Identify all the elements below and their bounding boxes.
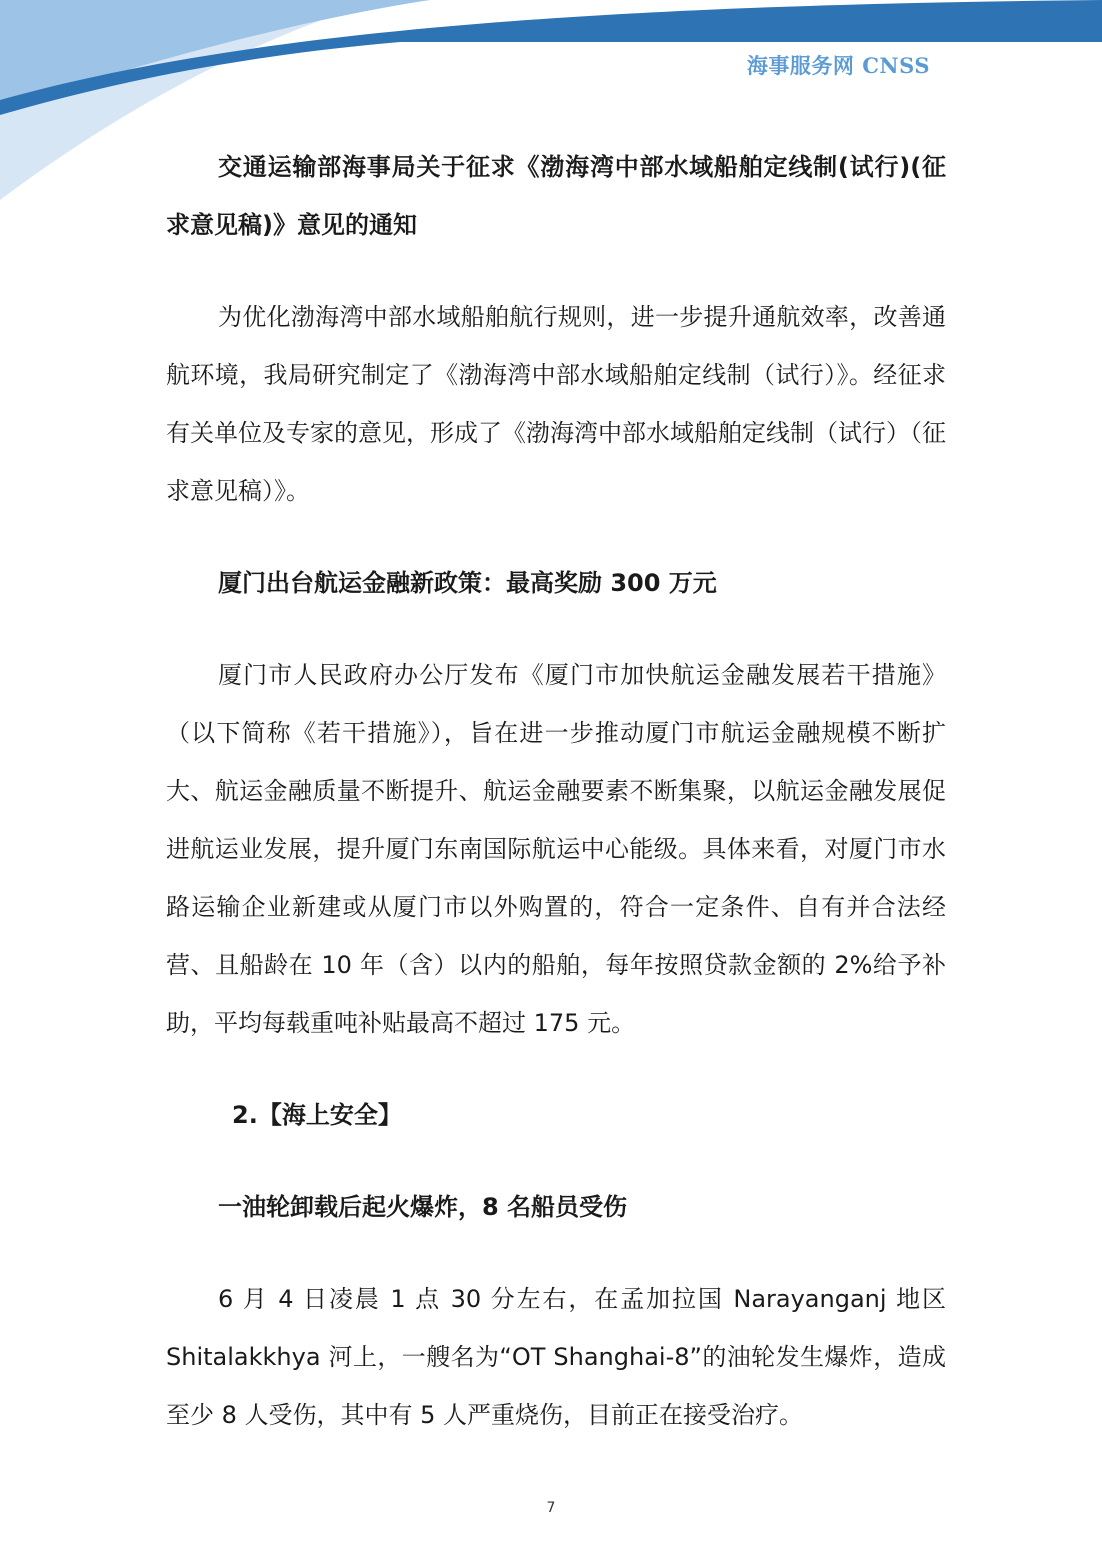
document-content [166, 138, 946, 1444]
section-heading: 2.【海上安全】 [232, 1101, 402, 1129]
brand-label: 海事服务网 CNSS [746, 53, 930, 78]
article-3-body: 6 月 4 日凌晨 1 点 30 分左右，在孟加拉国 Narayanganj 地区 Shitalakkhya 河上，一艘名为“OT Shanghai-8”的油轮发生爆炸，造成至少 8 人受伤，其中有 5 人严重烧伤，目前正在接受治疗。 [166, 1285, 946, 1429]
article-1-title: 交通运输部海事局关于征求《渤海湾中部水域船舶定线制(试行)(征求意见稿)》意见的通知 [166, 153, 946, 239]
article-2-title: 厦门出台航运金融新政策：最高奖励 300 万元 [218, 569, 717, 597]
page-number: 7 [546, 1500, 556, 1516]
article-1-body: 为优化渤海湾中部水域船舶航行规则，进一步提升通航效率，改善通航环境，我局研究制定了《渤海湾中部水域船舶定线制（试行）》。经征求有关单位及专家的意见，形成了《渤海湾中部水域船舶定线制（试行）（征求意见稿）》。 [166, 303, 946, 505]
article-2-body: 厦门市人民政府办公厅发布《厦门市加快航运金融发展若干措施》（以下简称《若干措施》），旨在进一步推动厦门市航运金融规模不断扩大、航运金融质量不断提升、航运金融要素不断集聚，以航运金融发展促进航运业发展，提升厦门东南国际航运中心能级。具体来看，对厦门市水路运输企业新建或从厦门市以外购置的，符合一定条件、自有并合法经营、且船龄在 10 年（含）以内的船舶，每年按照贷款金额的 2%给予补助，平均每载重吨补贴最高不超过 175 元。 [166, 661, 946, 1037]
article-3-title: 一油轮卸载后起火爆炸，8 名船员受伤 [218, 1193, 628, 1221]
